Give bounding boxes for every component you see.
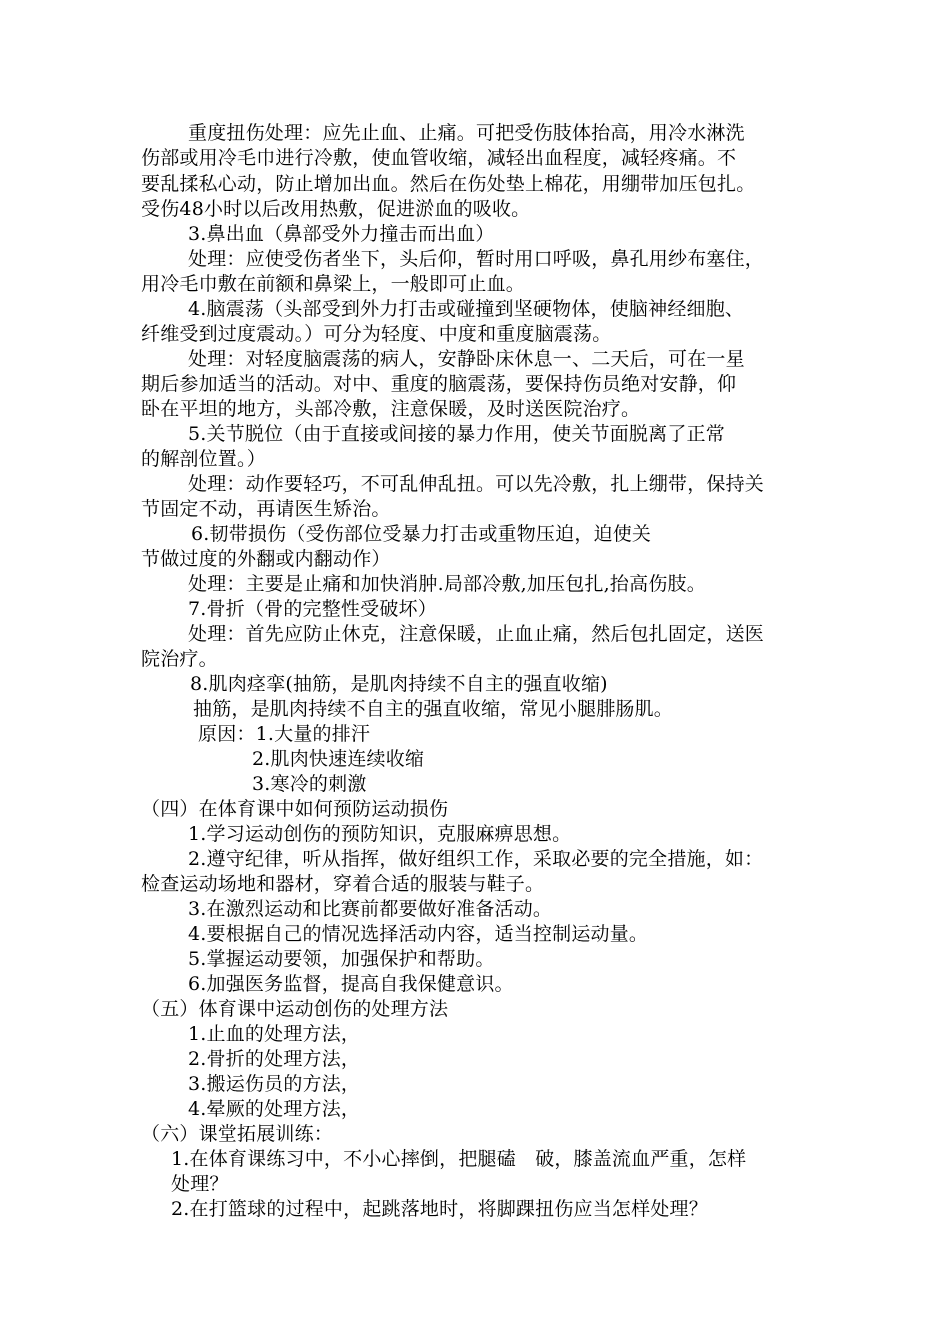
text-line: 1.止血的处理方法， bbox=[188, 1023, 361, 1045]
text-line: 处理：对轻度脑震荡的病人，安静卧床休息一、二天后，可在一星 bbox=[188, 348, 745, 370]
text-line: 3.在激烈运动和比赛前都要做好准备活动。 bbox=[188, 898, 553, 920]
text-line: 纤维受到过度震动。）可分为轻度、中度和重度脑震荡。 bbox=[141, 323, 612, 345]
text-line: 7.骨折（骨的完整性受破坏） bbox=[188, 598, 437, 620]
text-line: 3.寒冷的刺激 bbox=[252, 773, 367, 795]
text-line: 要乱揉私心动，防止增加出血。然后在伤处垫上棉花，用绷带加压包扎。 bbox=[141, 173, 756, 195]
text-line: （六）课堂拓展训练： bbox=[141, 1123, 334, 1145]
text-line: 原因：1.大量的排汗 bbox=[198, 723, 371, 745]
text-line: 1.在体育课练习中，不小心摔倒，把腿磕 破，膝盖流血严重，怎样 bbox=[171, 1148, 747, 1170]
text-line: 伤部或用冷毛巾进行冷敷，使血管收缩，减轻出血程度，减轻疼痛。不 bbox=[141, 147, 737, 169]
text-line: 处理：应使受伤者坐下，头后仰，暂时用口呼吸，鼻孔用纱布塞住， bbox=[188, 248, 765, 270]
text-line: 院治疗。 bbox=[141, 648, 218, 670]
text-line: 节固定不动，再请医生矫治。 bbox=[141, 498, 391, 520]
text-line: 2.骨折的处理方法， bbox=[188, 1048, 361, 1070]
text-line: （四）在体育课中如何预防运动损伤 bbox=[141, 798, 449, 820]
text-line: 抽筋，是肌肉持续不自主的强直收缩，常见小腿腓肠肌。 bbox=[193, 698, 674, 720]
text-line: 3.鼻出血（鼻部受外力撞击而出血） bbox=[188, 223, 495, 245]
text-line: 4.晕厥的处理方法， bbox=[188, 1098, 361, 1120]
text-line: 的解剖位置。） bbox=[141, 448, 266, 470]
text-line: 卧在平坦的地方，头部冷敷，注意保暖，及时送医院治疗。 bbox=[141, 398, 641, 420]
text-line: 6.加强医务监督，提高自我保健意识。 bbox=[188, 973, 514, 995]
text-line: （五）体育课中运动创伤的处理方法 bbox=[141, 998, 449, 1020]
text-line: 5.掌握运动要领，加强保护和帮助。 bbox=[188, 948, 495, 970]
text-line: 检查运动场地和器材，穿着合适的服装与鞋子。 bbox=[141, 873, 545, 895]
text-line: 处理？ bbox=[171, 1173, 229, 1195]
text-line: 4.要根据自己的情况选择活动内容，适当控制运动量。 bbox=[188, 923, 649, 945]
text-line: 处理：动作要轻巧，不可乱伸乱扭。可以先冷敷，扎上绷带，保持关 bbox=[188, 473, 765, 495]
text-line: 8.肌肉痉挛(抽筋，是肌肉持续不自主的强直收缩) bbox=[190, 673, 608, 695]
text-line: 重度扭伤处理：应先止血、止痛。可把受伤肢体抬高，用冷水淋洗 bbox=[188, 122, 745, 144]
text-line: 受伤48小时以后改用热敷，促进淤血的吸收。 bbox=[141, 198, 531, 220]
text-line: 用冷毛巾敷在前额和鼻梁上，一般即可止血。 bbox=[141, 273, 526, 295]
text-line: 1.学习运动创伤的预防知识，克服麻痹思想。 bbox=[188, 823, 572, 845]
text-line: 4.脑震荡（头部受到外力打击或碰撞到坚硬物体，使脑神经细胞、 bbox=[188, 298, 745, 320]
text-line: 节做过度的外翻或内翻动作） bbox=[141, 548, 391, 570]
text-line: 2.在打篮球的过程中，起跳落地时，将脚踝扭伤应当怎样处理？ bbox=[171, 1198, 708, 1220]
text-line: 2.肌肉快速连续收缩 bbox=[252, 748, 425, 770]
text-line: 2.遵守纪律，听从指挥，做好组织工作，采取必要的完全措施，如： bbox=[188, 848, 764, 870]
text-line: 5.关节脱位（由于直接或间接的暴力作用，使关节面脱离了正常 bbox=[188, 423, 725, 445]
text-line: 6.韧带损伤（受伤部位受暴力打击或重物压迫，迫使关 bbox=[191, 523, 652, 545]
text-line: 处理：首先应防止休克，注意保暖，止血止痛，然后包扎固定，送医 bbox=[188, 623, 765, 645]
text-line: 3.搬运伤员的方法， bbox=[188, 1073, 361, 1095]
text-line: 处理：主要是止痛和加快消肿.局部冷敷,加压包扎,抬高伤肢。 bbox=[188, 573, 706, 595]
text-line: 期后参加适当的活动。对中、重度的脑震荡，要保持伤员绝对安静，仰 bbox=[141, 373, 737, 395]
